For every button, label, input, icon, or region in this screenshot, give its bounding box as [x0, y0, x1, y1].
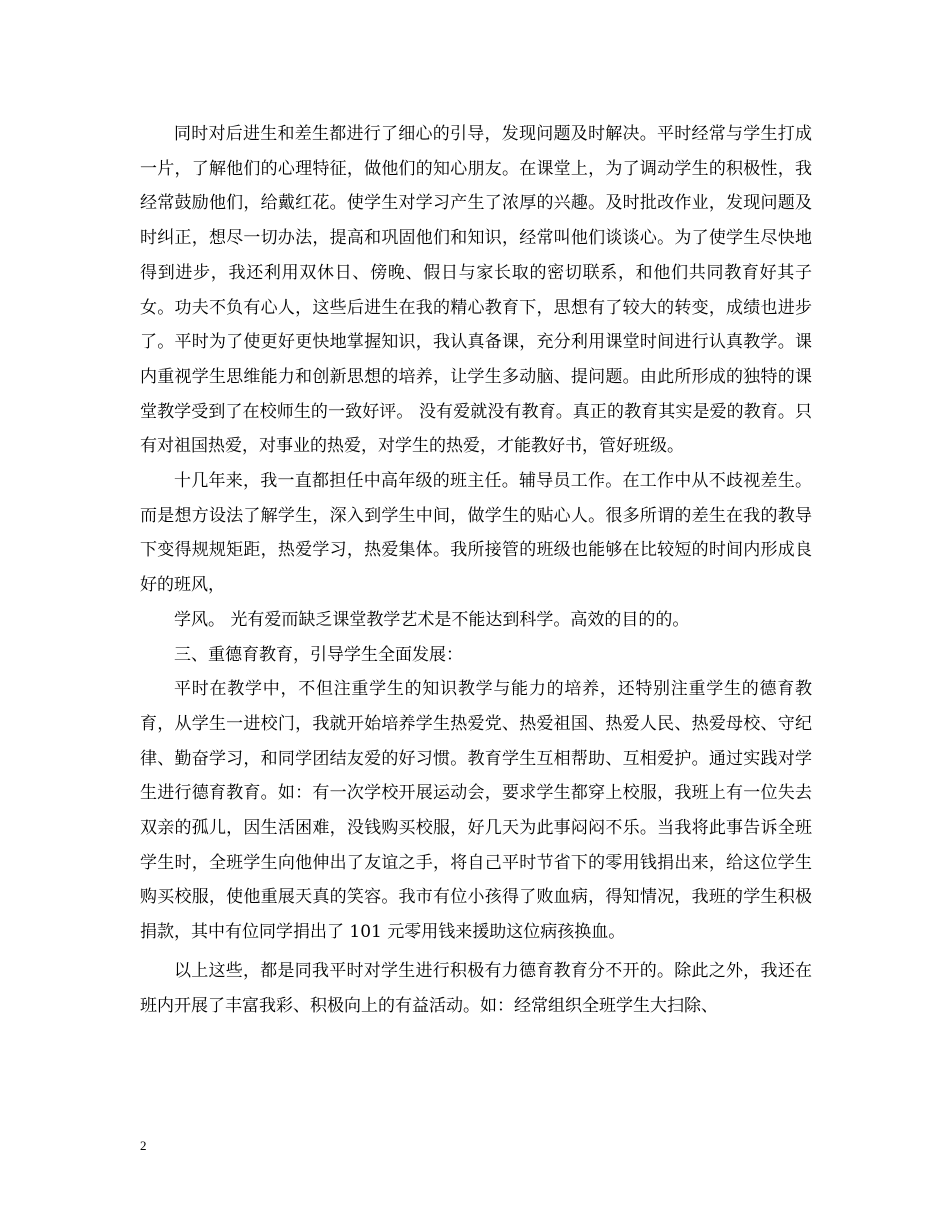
page-number: 2: [140, 1138, 147, 1153]
paragraph-1: 同时对后进生和差生都进行了细心的引导，发现问题及时解决。平时经常与学生打成一片，了解他们的心理特征，做他们的知心朋友。在课堂上，为了调动学生的积极性，我经常鼓励他们，给戴红花。使学生对学习产生了浓厚的兴趣。及时批改作业，发现问题及时纠正，想尽一切办法，提高和巩固他们和知识，经常叫他们谈谈心。为了使学生尽快地得到进步，我还利用双休日、傍晚、假日与家长取的密切联系，和他们共同教育好其子女。功夫不负有心人，这些后进生在我的精心教育下，思想有了较大的转变，成绩也进步了。平时为了使更好更快地掌握知识，我认真备课，充分利用课堂时间进行认真教学。课内重视学生思维能力和创新思想的培养，让学生多动脑、提问题。由此所形成的独特的课堂教学受到了在校师生的一致好评。 没有爱就没有教育。真正的教育其实是爱的教育。只有对祖国热爱，对事业的热爱，对学生的热爱，才能教好书，管好班级。: [140, 124, 812, 457]
document-body: [140, 117, 812, 1023]
paragraph-3: 学风。 光有爱而缺乏课堂教学艺术是不能达到科学。高效的目的的。: [174, 609, 690, 630]
paragraph-6: 以上这些，都是同我平时对学生进行积极有力德育教育分不开的。除此之外，我还在班内开展了丰富我彩、积极向上的有益活动。如：经常组织全班学生大扫除、: [140, 960, 812, 1016]
paragraph-4-section-heading: 三、重德育教育，引导学生全面发展：: [174, 644, 463, 665]
paragraph-5: 平时在教学中，不但注重学生的知识教学与能力的培养，还特别注重学生的德育教育，从学生一进校门，我就开始培养学生热爱党、热爱祖国、热爱人民、热爱母校、守纪律、勤奋学习，和同学团结友爱的好习惯。教育学生互相帮助、互相爱护。通过实践对学 生进行德育教育。如：有一次学校开展运动会，要求学生都穿上校服，我班上有一位失去双亲的孤儿，因生活困难，没钱购买校服，好几天为此事闷闷不乐。当我将此事告诉全班学生时，全班学生向他伸出了友谊之手，将自己平时节省下的零用钱捐出来，给这位学生购买校服，使他重展天真的笑容。我市有位小孩得了败血病，得知情况，我班的学生积极捐款，其中有位同学捐出了 101 元零用钱来援助这位病孩换血。: [140, 679, 812, 943]
paragraph-2: 十几年来，我一直都担任中高年级的班主任。辅导员工作。在工作中从不歧视差生。而是想方设法了解学生，深入到学生中间，做学生的贴心人。很多所谓的差生在我的教导下变得规规矩距，热爱学习，热爱集体。我所接管的班级也能够在比较短的时间内形成良好的班风，: [140, 471, 812, 596]
